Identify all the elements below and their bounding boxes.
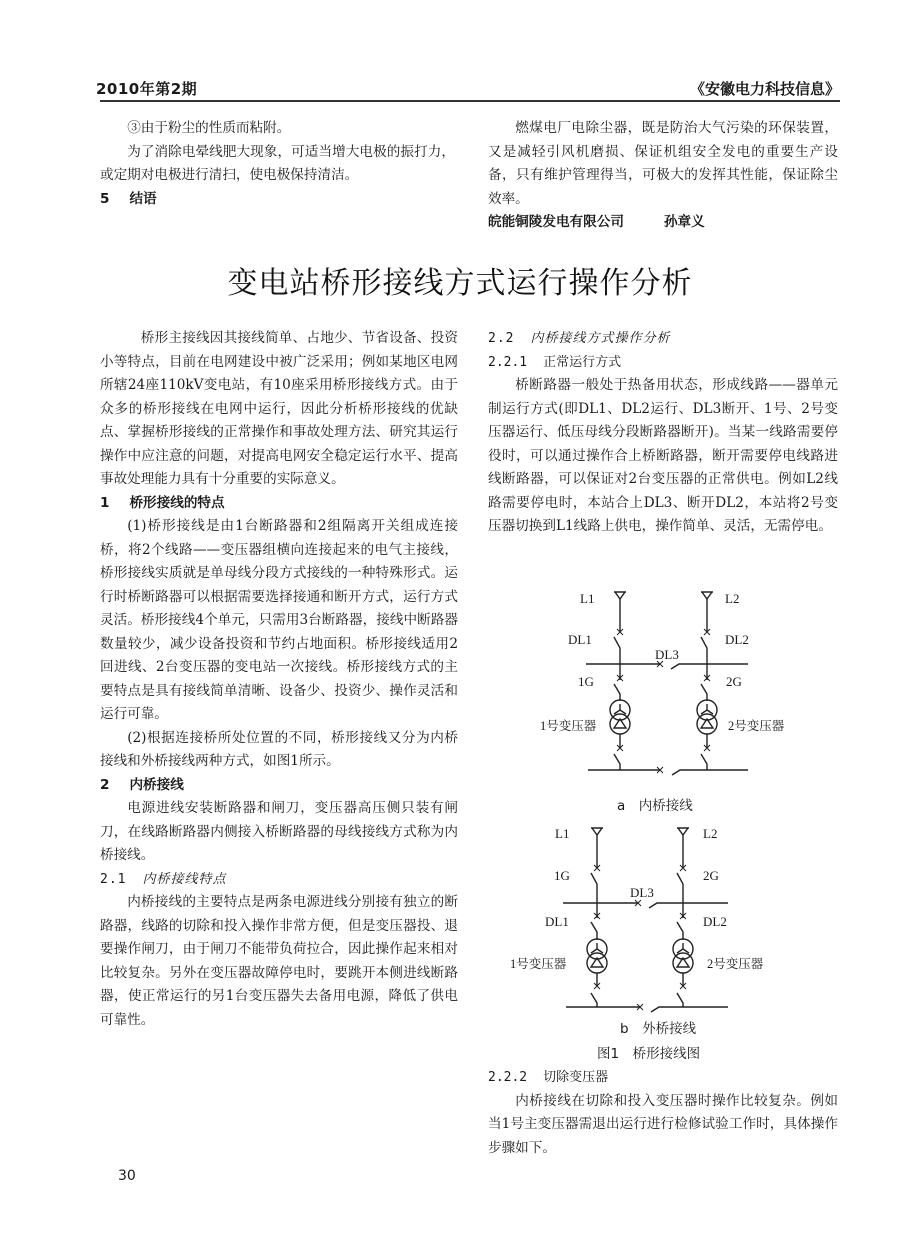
diagram-b-outer-bridge [510, 826, 764, 1037]
label-dl1: DL1 [568, 632, 592, 647]
journal-name: 《安徽电力科技信息》 [689, 80, 840, 98]
label-1g: 1G [578, 674, 594, 689]
label-tx1: 1号变压器 [510, 957, 567, 971]
section-heading-2 [100, 774, 458, 798]
transformer-icon [587, 939, 607, 973]
label-tx2: 2号变压器 [728, 719, 785, 733]
affiliation: 皖能铜陵发电有限公司 [488, 214, 624, 230]
body-paragraph: (2)根据连接桥所处位置的不同，桥形接线又分为内桥接线和外桥接线两种方式，如图1所示。 [100, 729, 458, 769]
transformer-icon [697, 700, 717, 734]
section-number: 2.2.1 [488, 354, 528, 370]
header-rule [100, 100, 840, 102]
label-dl3: DL3 [630, 885, 654, 900]
article-right-column-continued [488, 1066, 838, 1160]
section-heading-conclusion [100, 188, 455, 212]
transformer-icon [610, 700, 630, 734]
section-number: 2 [100, 776, 110, 793]
body-paragraph: 内桥接线的主要特点是两条电源进线分别接有独立的断路器，线路的切除和投入操作非常方便，但是变压器投、退要操作闸刀，由于闸刀不能带负荷拉合，因此操作起来相对比较复杂。另外在变压器故障停电时，要跳开本侧进线断路器，使正常运行的另1台变压器失去备用电源，降低了供电可靠性。 [100, 894, 458, 1028]
subsection-heading-2-1 [100, 868, 458, 892]
section-title: 桥形接线的特点 [129, 494, 225, 511]
section-number: 1 [100, 494, 110, 511]
section-title: 内桥接线方式操作分析 [530, 331, 671, 346]
intro-paragraph: 桥形主接线因其接线简单、占地少、节省设备、投资小等特点，目前在电网建设中被广泛采用；例如某地区电网所辖24座110kV变电站，有10座采用桥形接线方式。由于众多的桥形接线在电网中运行，因此分析桥形接线的优缺点、掌握桥形接线的正常操作和事故处理方法、研究其运行操作中应注意的问题，对提高电网安全稳定运行水平、提高事故处理能力具有十分重要的实际意义。 [100, 330, 458, 487]
antenna-icon [614, 592, 626, 599]
article-title: 变电站桥形接线方式运行操作分析 [227, 266, 693, 301]
subsection-heading-2-2 [488, 327, 838, 351]
label-l1: L1 [555, 826, 570, 841]
label-1g: 1G [554, 868, 570, 883]
section-number: 5 [100, 190, 110, 207]
section-number: 2.2 [488, 331, 515, 346]
caption-b: b 外桥接线 [620, 1021, 697, 1037]
label-l1: L1 [580, 591, 595, 606]
label-tx1: 1号变压器 [540, 719, 597, 733]
label-tx2: 2号变压器 [707, 957, 764, 971]
label-l2: L2 [725, 591, 740, 606]
body-paragraph: (1)桥形接线是由1台断路器和2组隔离开关组成连接桥，将2个线路——变压器组横向连接起来的电气主接线，桥形接线实质就是单母线分段方式接线的一种特殊形式。运行时桥断路器可以根据需要选择接通和断开方式，运行方式灵活。桥形接线4个单元，只需用3台断路器，接线中断路器数量较少，减少设备投资和节约占地面积。桥形接线适用2回进线、2台变压器的变电站一次接线。桥形接线方式的主要特点是具有接线简单清晰、设备少、投资少、操作灵活和运行可靠。 [100, 518, 458, 722]
body-paragraph: 内桥接线在切除和投入变压器时操作比较复杂。例如当1号主变压器需退出运行进行检修试验工作时，具体操作步骤如下。 [488, 1092, 838, 1156]
signature [488, 211, 838, 235]
antenna-icon [677, 828, 689, 835]
label-2g: 2G [703, 868, 719, 883]
subsection-heading-2-2-1 [488, 351, 838, 375]
figure-1-bridge-wiring [490, 585, 840, 1065]
subsection-heading-2-2-2 [488, 1066, 838, 1090]
label-2g: 2G [726, 674, 742, 689]
article-right-column [488, 327, 838, 539]
section-number: 2.1 [100, 871, 127, 887]
transformer-icon [673, 939, 693, 973]
prev-article-right [488, 117, 838, 235]
section-title: 内桥接线 [129, 776, 184, 793]
section-title: 内桥接线特点 [142, 871, 227, 887]
prev-paragraph: ③由于粉尘的性质而粘附。 [127, 120, 291, 136]
section-number: 2.2.2 [488, 1070, 528, 1085]
diagram-a-inner-bridge [540, 591, 785, 814]
antenna-icon [591, 828, 603, 835]
section-title: 结语 [129, 190, 157, 207]
label-dl2: DL2 [703, 914, 727, 929]
page-number: 30 [118, 1168, 136, 1184]
section-title: 正常运行方式 [543, 354, 622, 370]
caption-a: a 内桥接线 [617, 798, 693, 814]
label-dl1: DL1 [545, 914, 569, 929]
issue-label: 2010年第2期 [96, 80, 198, 98]
prev-article-left [100, 117, 455, 211]
body-paragraph: 电源进线安装断路器和闸刀，变压器高压侧只装有闸刀，在线路断路器内侧接入桥断路器的母线接线方式称为内桥接线。 [100, 800, 458, 863]
prev-paragraph: 为了消除电晕线肥大现象，可适当增大电极的振打力，或定期对电极进行清扫，使电极保持清洁。 [100, 143, 455, 183]
antenna-icon [701, 592, 713, 599]
label-dl3: DL3 [655, 647, 679, 662]
prev-paragraph: 燃煤电厂电除尘器，既是防治大气污染的环保装置，又是减轻引风机磨损、保证机组安全发电的重要生产设备，只有维护管理得当，可极大的发挥其性能，保证除尘效率。 [488, 120, 838, 207]
section-title: 切除变压器 [543, 1070, 609, 1085]
article-left-column [100, 327, 458, 1032]
author: 孙章义 [663, 214, 705, 230]
label-l2: L2 [703, 826, 718, 841]
label-dl2: DL2 [725, 632, 749, 647]
body-paragraph: 桥断路器一般处于热备用状态，形成线路——器单元制运行方式(即DL1、DL2运行、DL3断开、1号、2号变压器运行、低压母线分段断路器断开)。当某一线路需要停役时，可以通过操作合上桥断路器，断开需要停电线路进线断路器，可以保证对2台变压器的正常供电。例如L2线路需要停电时，本站合上DL3、断开DL2，本站将2号变压器切换到L1线路上供电，操作简单、灵活，无需停电。 [488, 377, 838, 534]
section-heading-1 [100, 492, 458, 516]
figure-caption: 图1 桥形接线图 [597, 1046, 701, 1062]
